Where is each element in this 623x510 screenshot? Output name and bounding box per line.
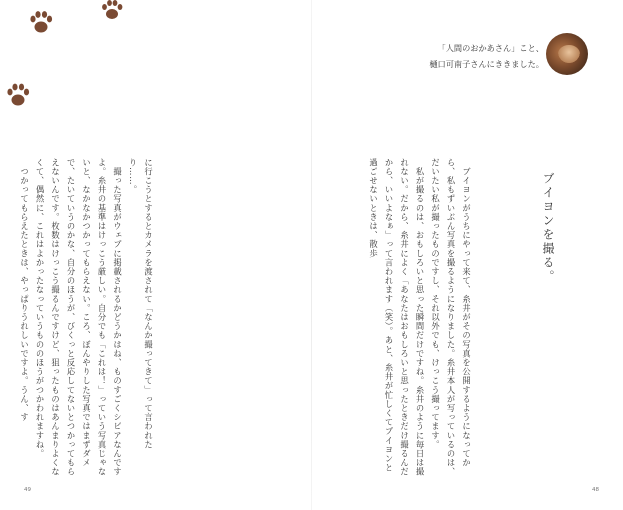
paw-print-icon — [3, 80, 33, 112]
right-page-body — [365, 158, 482, 478]
section-title: ブイヨンを撮る。 — [541, 172, 555, 284]
page-number-right: 48 — [592, 487, 599, 493]
page-gutter — [311, 0, 312, 510]
interviewee-note — [404, 40, 544, 72]
avatar — [546, 33, 588, 75]
interviewee-note-line2: 樋口可南子さんにききました。 — [429, 59, 544, 69]
left-page-body — [16, 158, 156, 478]
paragraph: 撮った写真がウェブに掲載されるかどうかはね、ものすごくシビアなんですよ。糸井の基準はけっこう厳しい。自分でも「これは！」っていう写真じゃないと、なかなかつかってもらえない。ころ、ぼんやりした写真ではまずダメで、たいていうのかな、自分のほうが、びくっと反応してないとつかってもらえないんです。枚数はけっこう撮るんですけど、狙ったものはあんまりよくなくて、偶然に、これはよかったなっていうもののほうがつかわれますね。 — [35, 158, 123, 477]
avatar-photo — [558, 45, 580, 63]
interviewee-note-line1: 「人間のおかあさん」こと、 — [437, 43, 544, 53]
paw-print-icon — [98, 0, 126, 24]
page-number-left: 49 — [24, 487, 31, 493]
paragraph: ブイヨンがうちにやって来て、糸井がその写真を公開するようになってから、私もずいぶん写真を撮るようになりました。糸井本人が写っているのは、だいたい私が撮ったものですし、それ以外でも、けっこう撮ってます。 — [430, 158, 472, 477]
paw-print-icon — [26, 8, 56, 38]
paragraph: に行こうとするとカメラを渡されて「なんか撮ってきて」って言われたり……。 — [128, 158, 154, 450]
paragraph: 私が撮るのは、おもしろいと思った瞬間だけですね。糸井のように毎日は撮れない。だから、糸井によく「あなたはおもしろいと思ったときだけ撮るんだから、いいよなぁ」って言われます（笑）。あと、糸井が忙しくてブイヨンと過ごせないときは、散歩 — [368, 158, 425, 477]
paragraph: つかってもらえたときは、やっぱりうれしいですよ。うん、す — [19, 158, 30, 422]
